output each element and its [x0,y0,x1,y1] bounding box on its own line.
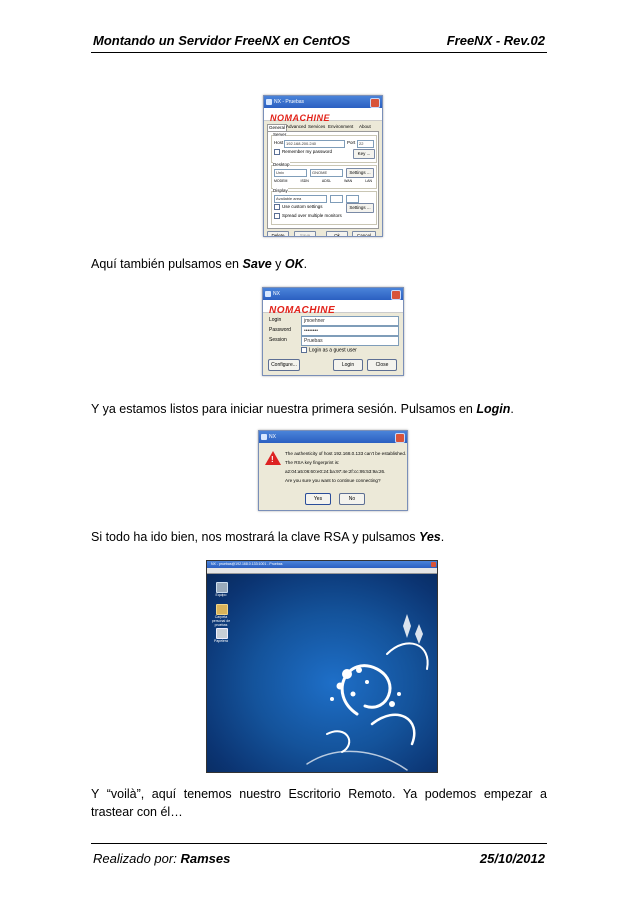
multi-monitor-option[interactable] [274,213,342,219]
multi-monitor-label: Spread over multiple monitors [282,213,342,219]
tab-environment[interactable]: Environment [328,124,354,129]
display-settings-button[interactable]: Settings ... [346,203,374,213]
config-body [267,131,379,229]
p3-text: Si todo ha ido bien, nos mostrará la clave RSA y pulsamos [91,530,419,544]
window-app-icon [261,434,267,440]
p2-text: Y ya estamos listos para iniciar nuestra primera sesión. Pulsamos en [91,402,477,416]
document-title: Montando un Servidor FreeNX en CentOS [93,33,351,48]
trash-icon[interactable] [216,628,228,639]
remember-label: Remember my password [282,149,333,155]
p1-text-mid: y [271,257,285,271]
server-group-label: Server [273,132,287,137]
save-button[interactable]: Save [294,231,316,237]
speed-modem[interactable]: MODEM [274,179,288,183]
custom-settings-radio[interactable] [274,204,280,210]
swirl-decoration [207,574,437,772]
display-select[interactable]: Available area [274,195,327,203]
port-input[interactable]: 22 [357,140,374,148]
desktop-group-label: Desktop [273,162,290,167]
yes-button[interactable]: Yes [305,493,331,505]
cancel-button[interactable]: Cancel [352,231,376,237]
desktop-os-select[interactable]: Unix [274,169,307,177]
footer-rule [91,843,547,844]
dialog-line-2: The RSA key fingerprint is: [285,460,340,465]
dialog-titlebar [259,431,407,443]
config-window-title: NX - Pruebas [274,99,305,105]
session-label: Session [269,337,287,343]
footer-author-label: Realizado por: [93,851,177,866]
guest-label: Login as a guest user [309,347,357,354]
no-button[interactable]: No [339,493,365,505]
remember-checkbox[interactable] [274,149,280,155]
config-titlebar [264,96,382,108]
nomachine-logo: NOMACHINE [270,113,330,123]
password-label: Password [269,327,291,333]
session-select[interactable]: Pruebas [301,336,399,346]
speed-adsl[interactable]: ADSL [321,179,332,183]
footer-author [93,851,230,866]
desktop-window-title: NX - pruebas@192.168.0.133:1001 - Pruebas [211,562,283,566]
password-input[interactable]: •••••••• [301,326,399,336]
display-width-input[interactable] [330,195,343,203]
login-window-title: NX [273,291,280,297]
login-titlebar [263,288,403,300]
p1-emph-ok: OK [284,257,304,271]
close-icon[interactable] [370,98,380,108]
window-app-icon [266,99,272,105]
paragraph-rsa [91,528,444,546]
paragraph-voila [91,785,547,821]
p2-text-end: . [510,402,514,416]
close-icon[interactable] [431,562,436,567]
delete-button[interactable]: Delete [267,231,289,237]
desktop-icon-label-equipo: Equipo [215,593,227,597]
host-label: Host [274,140,284,145]
paragraph-save-ok [91,255,307,273]
close-button[interactable]: Close [367,359,397,371]
custom-settings-option[interactable] [274,204,323,210]
config-tabs [264,123,382,131]
tab-advanced[interactable]: Advanced [286,124,307,129]
desktop-settings-button[interactable]: Settings ... [346,168,374,178]
display-group-label: Display [273,188,288,193]
home-folder-icon[interactable] [216,604,228,615]
nx-login-window-screenshot [262,287,404,376]
p3-emph-yes: Yes [418,530,441,544]
custom-settings-label: Use custom settings [282,204,323,210]
remember-password-option[interactable] [274,149,332,155]
tab-services[interactable]: Services [308,124,326,129]
p4-line-2: trastear con él… [91,805,183,819]
login-button[interactable]: Login [333,359,363,371]
configure-button[interactable]: Configure... [268,359,300,371]
host-input[interactable]: 192.168.200.240 [284,140,345,148]
dialog-line-4: Are you sure you want to continue connecting? [285,478,381,483]
close-icon[interactable] [395,433,405,443]
desktop-titlebar [207,561,437,568]
config-button-row [264,229,382,237]
guest-option[interactable] [301,347,357,353]
tab-about[interactable]: About [359,124,371,129]
dialog-line-3: a2:04:a5:06:60:e0:24:ba:97:4e:2f:cc:95:53:9a:26. [285,469,386,474]
nx-config-window-screenshot [263,95,383,237]
computer-icon[interactable] [216,582,228,593]
footer-date: 25/10/2012 [479,851,545,866]
nx-security-dialog-screenshot [258,430,408,511]
window-app-icon [265,291,271,297]
p1-text: Aquí también pulsamos en [91,257,243,271]
ok-button[interactable]: Ok [326,231,348,237]
dialog-message [285,449,406,485]
speed-wan[interactable]: WAN [344,179,353,183]
login-logo-banner [263,300,403,316]
dialog-line-1: The authenticity of host 192.168.0.133 can't be established. [285,451,407,456]
tab-general[interactable]: General [269,125,286,130]
speed-lan[interactable]: LAN [365,179,372,183]
config-logo-banner [264,108,382,121]
p2-emph-login: Login [476,402,511,416]
p3-text-end: . [440,530,445,544]
login-label: Login [269,317,282,323]
nomachine-logo: NOMACHINE [269,305,336,316]
login-input[interactable]: jmoehner [301,316,399,326]
p1-text-end: . [303,257,308,271]
key-button[interactable]: Key ... [353,149,375,159]
paragraph-login [91,400,514,418]
footer-author-name: Ramses [180,851,231,866]
document-revision: FreeNX - Rev.02 [446,33,545,48]
speed-scale [274,179,372,185]
header-rule [91,52,547,53]
dialog-body [259,443,407,509]
desktop-type-select[interactable]: GNOME [310,169,343,177]
desktop-icon-label-trash: Papelera [213,639,228,643]
display-height-input[interactable] [346,195,359,203]
remote-desktop-screenshot [206,560,438,773]
p1-emph-save: Save [242,257,272,271]
speed-isdn[interactable]: ISDN [300,179,309,183]
desktop-icon-label-home: Carpeta personal de pruebas [211,615,231,627]
login-form [263,313,403,373]
port-label: Port [347,140,356,145]
guest-checkbox[interactable] [301,347,307,353]
p4-line-1: Y “voilà”, aquí tenemos nuestro Escritorio Remoto. Ya podemos empezar a [91,787,547,801]
warning-icon-mark: ! [271,455,274,464]
multi-monitor-checkbox[interactable] [274,213,280,219]
dialog-title: NX [269,434,276,440]
desktop-background [207,574,437,772]
close-icon[interactable] [391,290,401,300]
